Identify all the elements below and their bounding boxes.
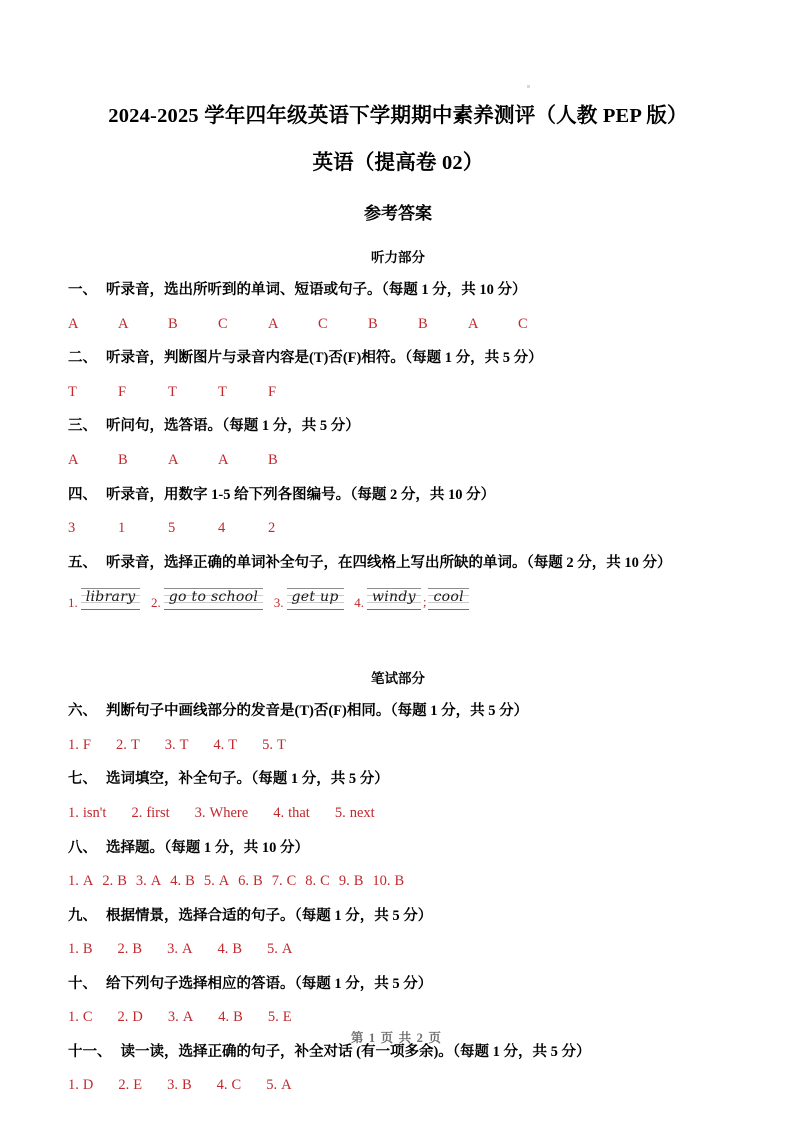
answer-cell bbox=[68, 804, 106, 824]
answer-cell: A bbox=[268, 315, 279, 332]
answer-number: 5. bbox=[267, 941, 278, 958]
answer-value: next bbox=[349, 804, 375, 821]
answer-cell bbox=[168, 1008, 193, 1028]
answer-cell bbox=[68, 872, 93, 892]
answer-row-8 bbox=[68, 872, 728, 892]
question-text-5: 听录音，选择正确的单词补全句子，在四线格上写出所缺的单词。（每题 2 分，共 10 分） bbox=[106, 554, 672, 571]
answer-cell: 5 bbox=[168, 520, 176, 537]
answer-value: B bbox=[394, 873, 405, 890]
answer-number: 10. bbox=[372, 873, 391, 890]
answer-cell bbox=[167, 1076, 192, 1096]
answer-cell: 1 bbox=[118, 520, 126, 537]
grid-rule bbox=[367, 609, 421, 610]
handwritten-word: get up bbox=[291, 589, 339, 606]
grid-rule bbox=[81, 609, 141, 610]
section-heading-written: 笔试部分 bbox=[371, 671, 425, 687]
answer-value: D bbox=[82, 1077, 94, 1094]
answer-number: 3. bbox=[167, 1077, 178, 1094]
answer-cell: A bbox=[168, 452, 179, 468]
answer-cell: C bbox=[518, 315, 528, 332]
answer-number: 5. bbox=[267, 1009, 279, 1026]
question-number-3: 三、 bbox=[68, 418, 97, 435]
question-number-9: 九、 bbox=[68, 907, 97, 924]
answer-number: 5. bbox=[334, 804, 346, 821]
answer-row-6 bbox=[68, 736, 728, 756]
answer-number: 1. bbox=[68, 1077, 79, 1094]
grid-rule bbox=[164, 609, 263, 610]
four-line-grid bbox=[287, 585, 344, 611]
answer-number: 4. bbox=[217, 941, 229, 958]
answer-number: 4. bbox=[218, 1009, 230, 1026]
answer-cell bbox=[118, 940, 143, 960]
question-text-9: 根据情景，选择合适的句子。（每题 1 分，共 5 分） bbox=[106, 907, 433, 924]
section-heading-listening: 听力部分 bbox=[371, 250, 425, 266]
question-heading-8 bbox=[68, 839, 728, 859]
answer-cell bbox=[131, 804, 169, 824]
answer-value: D bbox=[132, 1009, 143, 1026]
answer-cell bbox=[136, 872, 161, 892]
answer-number: 9. bbox=[338, 873, 350, 890]
answer-value: first bbox=[146, 804, 170, 821]
item-number: 3. bbox=[273, 595, 284, 611]
answer-cell bbox=[339, 872, 364, 892]
answer-cell bbox=[267, 940, 292, 960]
answer-row-3 bbox=[68, 451, 728, 471]
answer-number: 3. bbox=[135, 873, 147, 890]
answer-cell: B bbox=[418, 315, 428, 332]
answer-cell: 3 bbox=[68, 520, 76, 537]
answer-number: 3. bbox=[167, 1009, 179, 1026]
answer-value: B bbox=[185, 873, 195, 890]
question-number-2: 二、 bbox=[68, 350, 97, 367]
question-number-5: 五、 bbox=[68, 554, 97, 571]
answer-value: A bbox=[182, 1009, 194, 1026]
answer-cell bbox=[305, 872, 330, 892]
answer-cell bbox=[170, 872, 195, 892]
answer-cell: T bbox=[218, 383, 227, 400]
question-number-6: 六、 bbox=[68, 703, 97, 720]
question-text-1: 听录音，选出所听到的单词、短语或句子。（每题 1 分，共 10 分） bbox=[106, 282, 527, 299]
answer-cell bbox=[272, 872, 297, 892]
question-number-4: 四、 bbox=[68, 486, 97, 503]
answer-cell bbox=[68, 1008, 93, 1028]
question-number-7: 七、 bbox=[68, 771, 97, 788]
answer-cell bbox=[118, 1008, 143, 1028]
document-title-line1: 2024-2025 学年四年级英语下学期期中素养测评（人教 PEP 版） bbox=[108, 105, 688, 127]
answer-value: C bbox=[320, 873, 330, 890]
answer-cell: B bbox=[168, 315, 178, 332]
question-heading-10 bbox=[68, 975, 728, 995]
answer-value: isn't bbox=[82, 804, 107, 821]
answer-cell: A bbox=[468, 315, 479, 332]
answer-row-9 bbox=[68, 940, 728, 960]
section-spacer bbox=[68, 611, 728, 667]
question-heading-1 bbox=[68, 281, 728, 301]
answer-cell bbox=[204, 872, 229, 892]
answer-row-10 bbox=[68, 1008, 728, 1028]
answer-value: that bbox=[288, 804, 310, 821]
handwritten-word: go to school bbox=[168, 589, 259, 606]
answer-cell bbox=[335, 804, 375, 824]
answer-value: T bbox=[179, 736, 189, 753]
answer-number: 4. bbox=[216, 1077, 228, 1094]
answer-cell bbox=[213, 736, 237, 756]
answer-cell bbox=[165, 736, 189, 756]
answer-value: E bbox=[282, 1009, 292, 1026]
answer-cell: F bbox=[268, 383, 277, 400]
handwriting-item bbox=[354, 585, 469, 611]
answer-value: Where bbox=[209, 804, 249, 821]
question-text-7: 选词填空，补全句子。（每题 1 分，共 5 分） bbox=[106, 771, 389, 788]
answer-value: B bbox=[181, 1077, 192, 1094]
page-footer: 第 1 页 共 2 页 bbox=[350, 1031, 443, 1045]
question-heading-7 bbox=[68, 770, 728, 790]
question-number-11: 十一、 bbox=[68, 1043, 112, 1060]
question-heading-2 bbox=[68, 349, 728, 369]
answer-number: 3. bbox=[194, 804, 206, 821]
answer-value: B bbox=[117, 873, 127, 890]
item-number: 2. bbox=[151, 595, 161, 611]
grid-rule bbox=[287, 609, 344, 610]
answer-value: A bbox=[281, 1077, 292, 1094]
answer-number: 5. bbox=[262, 736, 274, 753]
question-number-10: 十、 bbox=[68, 975, 97, 992]
answer-number: 2. bbox=[118, 1077, 130, 1094]
question-text-3: 听问句，选答语。（每题 1 分，共 5 分） bbox=[106, 418, 360, 435]
answer-value: A bbox=[82, 873, 94, 890]
answer-cell: F bbox=[118, 383, 127, 400]
answer-value: A bbox=[218, 873, 230, 890]
answer-value: C bbox=[231, 1077, 242, 1094]
handwriting-item bbox=[68, 585, 140, 611]
answer-cell: 2 bbox=[268, 520, 276, 537]
answer-number: 1. bbox=[68, 736, 79, 753]
page-content bbox=[68, 0, 728, 1096]
answer-number: 7. bbox=[271, 873, 283, 890]
answer-row-2 bbox=[68, 383, 728, 403]
answer-value: B bbox=[232, 941, 242, 958]
answer-number: 5. bbox=[266, 1077, 278, 1094]
answer-cell bbox=[218, 1008, 243, 1028]
answer-cell: T bbox=[68, 383, 77, 400]
question-number-1: 一、 bbox=[68, 282, 97, 299]
answer-number: 4. bbox=[273, 804, 285, 821]
answer-row-7 bbox=[68, 804, 728, 824]
answer-value: A bbox=[281, 941, 293, 958]
answer-cell bbox=[68, 1076, 93, 1096]
answer-cell bbox=[102, 872, 127, 892]
answer-value: B bbox=[253, 873, 263, 890]
question-heading-5 bbox=[68, 554, 728, 574]
answer-cell bbox=[217, 940, 242, 960]
answer-cell bbox=[262, 736, 286, 756]
answer-cell: A bbox=[68, 452, 79, 468]
answer-number: 2. bbox=[115, 736, 127, 753]
answer-value: B bbox=[353, 873, 364, 890]
handwriting-item bbox=[274, 585, 344, 611]
answer-value: T bbox=[130, 736, 140, 753]
four-line-grid bbox=[164, 585, 263, 611]
answer-row-1 bbox=[68, 315, 728, 335]
answer-cell bbox=[217, 1076, 242, 1096]
answer-cell bbox=[195, 804, 249, 824]
question-number-8: 八、 bbox=[68, 839, 97, 856]
answer-value: A bbox=[150, 873, 162, 890]
answer-value: C bbox=[286, 873, 297, 890]
question-heading-6 bbox=[68, 702, 728, 722]
answer-row-5-handwriting bbox=[68, 585, 728, 611]
answer-cell bbox=[372, 872, 404, 892]
word-separator: ; bbox=[422, 594, 427, 610]
answer-cell bbox=[118, 1076, 142, 1096]
answer-value: C bbox=[82, 1009, 93, 1026]
answer-number: 4. bbox=[213, 736, 225, 753]
answer-cell: A bbox=[68, 315, 79, 332]
answer-number: 1. bbox=[68, 1009, 79, 1026]
handwritten-word: cool bbox=[433, 589, 464, 606]
answer-cell: C bbox=[218, 315, 228, 332]
answer-number: 1. bbox=[68, 873, 79, 890]
answer-number: 2. bbox=[117, 1009, 129, 1026]
answer-cell bbox=[68, 736, 91, 756]
question-text-11: 读一读，选择正确的句子，补全对话 (有一项多余)。（每题 1 分，共 5 分） bbox=[120, 1043, 591, 1060]
answer-number: 3. bbox=[164, 736, 176, 753]
answer-number: 6. bbox=[238, 873, 250, 890]
answer-number: 5. bbox=[203, 873, 215, 890]
question-heading-3 bbox=[68, 417, 728, 437]
answer-number: 1. bbox=[68, 941, 79, 958]
answer-cell bbox=[116, 736, 140, 756]
handwritten-word: windy bbox=[371, 589, 416, 606]
question-text-8: 选择题。（每题 1 分，共 10 分） bbox=[106, 839, 309, 856]
answer-value: B bbox=[233, 1009, 243, 1026]
answer-value: T bbox=[277, 736, 286, 753]
question-text-10: 给下列句子选择相应的答语。（每题 1 分，共 5 分） bbox=[106, 975, 433, 992]
four-line-grid bbox=[367, 585, 421, 611]
answer-cell: A bbox=[118, 315, 129, 332]
answer-number: 2. bbox=[117, 941, 129, 958]
answer-cell bbox=[167, 940, 192, 960]
answer-cell: T bbox=[168, 383, 177, 400]
four-line-grid bbox=[428, 585, 468, 611]
item-number: 1. bbox=[68, 595, 78, 611]
answer-cell bbox=[68, 940, 93, 960]
answer-value: B bbox=[82, 941, 93, 958]
handwritten-word: library bbox=[85, 589, 136, 606]
question-text-6: 判断句子中画线部分的发音是(T)否(F)相同。（每题 1 分，共 5 分） bbox=[106, 703, 529, 720]
answer-cell bbox=[268, 1008, 292, 1028]
answer-value: A bbox=[181, 941, 193, 958]
question-heading-4 bbox=[68, 486, 728, 506]
answer-cell: C bbox=[318, 315, 328, 332]
handwriting-item bbox=[151, 585, 263, 611]
four-line-grid bbox=[81, 585, 141, 611]
answer-number: 2. bbox=[102, 873, 114, 890]
answer-cell bbox=[238, 872, 263, 892]
question-heading-9 bbox=[68, 907, 728, 927]
answer-number: 3. bbox=[167, 941, 178, 958]
document-title-line2: 英语（提高卷 02） bbox=[312, 151, 484, 174]
answer-value: B bbox=[132, 941, 143, 958]
answer-number: 4. bbox=[170, 873, 182, 890]
answer-number: 8. bbox=[305, 873, 317, 890]
answer-value: T bbox=[228, 736, 238, 753]
answer-cell: B bbox=[368, 315, 378, 332]
item-number: 4. bbox=[354, 595, 364, 611]
answer-cell bbox=[273, 804, 310, 824]
answer-cell: B bbox=[268, 452, 278, 468]
answer-cell: A bbox=[218, 452, 229, 468]
answer-cell: B bbox=[118, 452, 128, 468]
question-text-4: 听录音，用数字 1-5 给下列各图编号。（每题 2 分，共 10 分） bbox=[106, 486, 496, 503]
answer-number: 1. bbox=[68, 804, 79, 821]
answer-row-11 bbox=[68, 1076, 728, 1096]
answer-value: E bbox=[133, 1077, 143, 1094]
document-subtitle-answers: 参考答案 bbox=[364, 204, 432, 224]
answer-value: F bbox=[82, 736, 91, 753]
answer-cell bbox=[266, 1076, 291, 1096]
answer-number: 2. bbox=[131, 804, 143, 821]
question-text-2: 听录音，判断图片与录音内容是(T)否(F)相符。（每题 1 分，共 5 分） bbox=[106, 350, 543, 367]
answer-cell: 4 bbox=[218, 520, 226, 537]
grid-rule bbox=[428, 609, 468, 610]
answer-row-4 bbox=[68, 519, 728, 539]
